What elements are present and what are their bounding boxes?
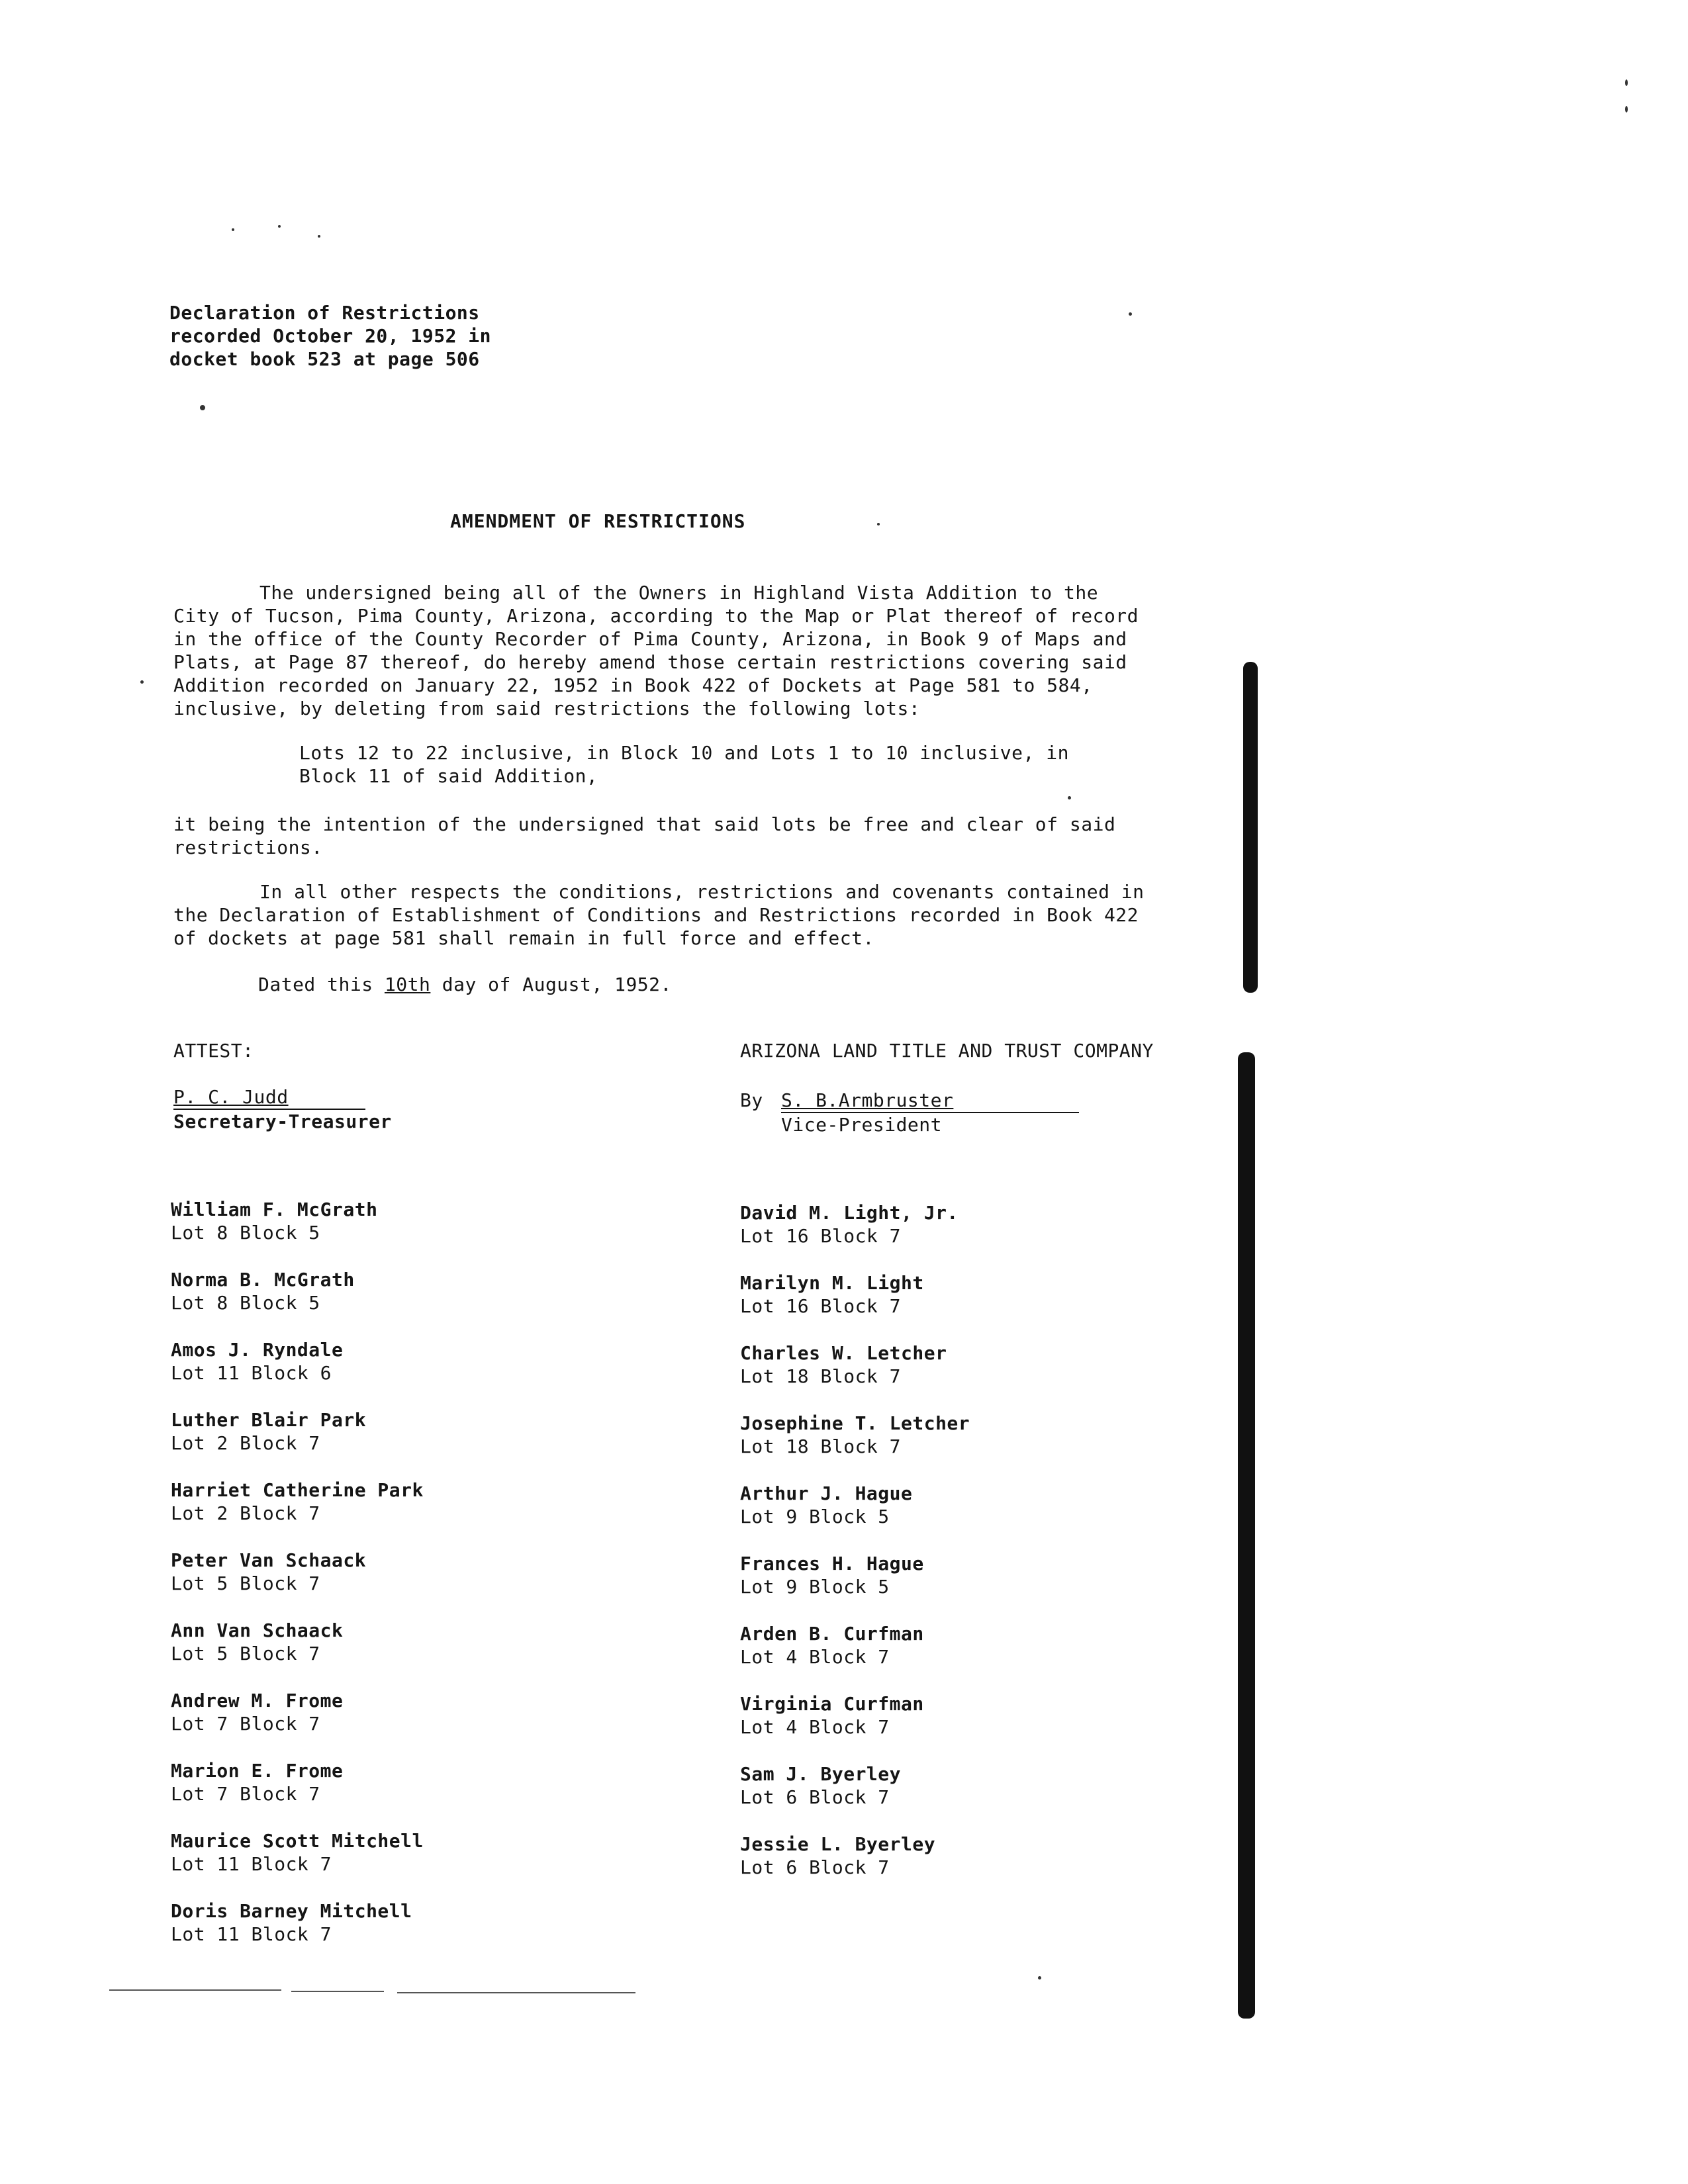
owner-name: Virginia Curfman [740,1693,924,1715]
scan-dash [291,1991,384,1992]
owner-name: Josephine T. Letcher [740,1412,970,1434]
owner-signature [171,1899,424,1970]
owner-name: Frances H. Hague [740,1553,924,1574]
owner-signature [740,1622,970,1692]
owner-name: Luther Blair Park [171,1409,367,1431]
reference-line: docket book 523 at page 506 [169,348,480,370]
paragraph-line: the Declaration of Establishment of Conditions and Restrictions recorded in Book 422 [173,904,1139,926]
owner-signature [171,1198,424,1268]
scan-edge-bar [1243,662,1258,993]
owner-name: Arthur J. Hague [740,1482,913,1504]
reference-line: Declaration of Restrictions [169,302,480,324]
paragraph-line: In all other respects the conditions, restrictions and covenants contained in [259,881,1145,903]
owner-signature [740,1762,970,1833]
owner-lot: Lot 7 Block 7 [171,1783,320,1805]
company-signature-block [740,1089,1079,1136]
owner-lot: Lot 16 Block 7 [740,1225,902,1247]
owner-name: Doris Barney Mitchell [171,1900,412,1922]
owner-signature [171,1829,424,1899]
scan-speck [1129,312,1132,316]
company-name: ARIZONA LAND TITLE AND TRUST COMPANY [740,1040,1154,1062]
owner-signature [740,1552,970,1622]
owner-lot: Lot 11 Block 6 [171,1362,332,1384]
attest-signer-name: P. C. Judd [173,1085,365,1110]
owner-lot: Lot 2 Block 7 [171,1502,320,1524]
paragraph-line: inclusive, by deleting from said restrictions the following lots: [173,698,921,719]
owner-signatures-left [171,1198,424,1970]
paragraph-line: Addition recorded on January 22, 1952 in Book 422 of Dockets at Page 581 to 584, [173,674,1093,696]
document-title: AMENDMENT OF RESTRICTIONS [450,510,746,532]
owner-name: Sam J. Byerley [740,1763,902,1785]
owner-lot: Lot 6 Block 7 [740,1856,890,1878]
owner-name: Amos J. Ryndale [171,1339,344,1361]
scan-dash [109,1989,281,1991]
attest-signature-block [173,1085,392,1133]
owner-lot: Lot 4 Block 7 [740,1716,890,1738]
scan-speck [232,228,234,231]
owner-name: Ann Van Schaack [171,1619,344,1641]
scan-speck [318,235,320,238]
company-signer-title: Vice-President [781,1114,943,1136]
recording-reference [169,301,491,371]
dated-line [258,973,672,996]
paragraph-line: of dockets at page 581 shall remain in full force and effect. [173,927,874,949]
owner-name: Marion E. Frome [171,1760,344,1782]
owner-lot: Lot 6 Block 7 [740,1786,890,1808]
owner-name: Harriet Catherine Park [171,1479,424,1501]
owner-lot: Lot 5 Block 7 [171,1643,320,1664]
scan-speck [1625,79,1628,86]
owner-lot: Lot 9 Block 5 [740,1576,890,1598]
owner-lot: Lot 11 Block 7 [171,1853,332,1875]
owner-name: Charles W. Letcher [740,1342,947,1364]
attest-signer-title: Secretary-Treasurer [173,1111,392,1132]
scan-speck [200,405,205,410]
owner-signature [740,1271,970,1342]
owner-signature [740,1342,970,1412]
owner-signature [171,1619,424,1689]
owner-lot: Lot 9 Block 5 [740,1506,890,1527]
owner-signature [171,1759,424,1829]
owner-signature [171,1408,424,1479]
owner-signature [740,1692,970,1762]
owner-lot: Lot 8 Block 5 [171,1222,320,1244]
paragraph-line: Lots 12 to 22 inclusive, in Block 10 and Lots 1 to 10 inclusive, in [299,742,1069,764]
owner-signature [171,1268,424,1338]
dated-prefix: Dated this [258,974,373,995]
owner-name: David M. Light, Jr. [740,1202,959,1224]
by-label: By [740,1089,763,1111]
paragraph-line: it being the intention of the undersigned that said lots be free and clear of said [173,813,1116,835]
owner-signature [171,1338,424,1408]
scan-dash [397,1992,635,1993]
dated-suffix: day of August, 1952. [442,974,672,995]
scan-edge-bar [1238,1052,1255,2019]
deleted-lots-clause [299,741,1160,788]
owner-lot: Lot 5 Block 7 [171,1572,320,1594]
scan-speck [1625,106,1628,113]
paragraph-line: The undersigned being all of the Owners in Highland Vista Addition to the [259,582,1099,604]
owner-name: Andrew M. Frome [171,1690,344,1711]
paragraph-line: City of Tucson, Pima County, Arizona, according to the Map or Plat thereof of record [173,605,1139,627]
paragraph-line: Block 11 of said Addition, [299,765,598,787]
owner-name: Maurice Scott Mitchell [171,1830,424,1852]
owner-lot: Lot 8 Block 5 [171,1292,320,1314]
owner-name: Marilyn M. Light [740,1272,924,1294]
amendment-paragraph [173,581,1153,720]
owner-signature [171,1549,424,1619]
intention-paragraph [173,813,1153,859]
scan-speck [140,680,144,684]
owner-signature [171,1479,424,1549]
owner-name: Arden B. Curfman [740,1623,924,1645]
owner-lot: Lot 16 Block 7 [740,1295,902,1317]
owner-name: Jessie L. Byerley [740,1833,936,1855]
paragraph-line: Plats, at Page 87 thereof, do hereby amend those certain restrictions covering said [173,651,1127,673]
owner-signature [740,1833,970,1903]
owner-signature [740,1412,970,1482]
paragraph-line: in the office of the County Recorder of Pima County, Arizona, in Book 9 of Maps and [173,628,1127,650]
remaining-force-paragraph [173,880,1153,950]
scan-speck [1068,796,1071,799]
owner-signature [740,1201,970,1271]
scan-speck [1038,1976,1041,1979]
paragraph-line: restrictions. [173,837,323,858]
owner-name: William F. McGrath [171,1199,378,1220]
scan-speck [877,523,880,525]
attest-label: ATTEST: [173,1040,254,1062]
scan-speck [278,225,281,228]
owner-signature [740,1482,970,1552]
dated-day: 10th [384,974,431,995]
owner-lot: Lot 11 Block 7 [171,1923,332,1945]
owner-lot: Lot 2 Block 7 [171,1432,320,1454]
owner-signature [171,1689,424,1759]
company-signer-name: S. B.Armbruster [781,1089,1079,1113]
owner-signatures-right [740,1201,970,1903]
owner-lot: Lot 18 Block 7 [740,1435,902,1457]
owner-lot: Lot 4 Block 7 [740,1646,890,1668]
reference-line: recorded October 20, 1952 in [169,325,492,347]
owner-name: Peter Van Schaack [171,1549,367,1571]
owner-name: Norma B. McGrath [171,1269,355,1291]
owner-lot: Lot 18 Block 7 [740,1365,902,1387]
owner-lot: Lot 7 Block 7 [171,1713,320,1735]
